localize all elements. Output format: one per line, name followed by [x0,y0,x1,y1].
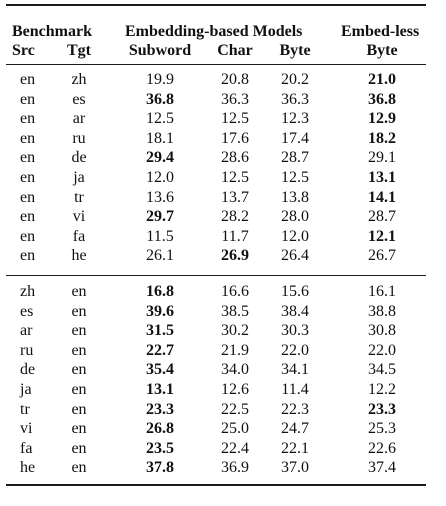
embedless-byte-cell: 22.0 [368,341,396,359]
char-cell: 28.2 [221,208,249,226]
byte-cell: 37.0 [281,459,309,477]
src-cell: ja [20,381,32,398]
tgt-cell: en [71,361,87,379]
byte-cell: 34.1 [281,361,309,379]
subword-cell: 18.1 [146,129,174,147]
char-cell: 13.7 [221,188,249,206]
src-cell: en [20,247,36,265]
byte-cell: 24.7 [281,420,309,438]
byte-cell: 22.3 [281,400,309,418]
byte-cell: 11.4 [281,381,309,398]
header-tgt: Tgt [67,42,91,59]
src-cell: zh [20,283,36,300]
tgt-cell: en [71,459,87,477]
subword-cell: 19.9 [146,71,174,88]
subword-cell: 11.5 [146,227,174,245]
header-byte: Byte [279,42,311,59]
byte-cell: 36.3 [281,90,309,108]
tgt-cell: en [71,302,87,320]
src-cell: en [20,188,36,206]
subword-cell: 23.5 [146,439,174,457]
subword-cell: 29.4 [146,149,174,167]
header-embedding-models: Embedding-based Models [125,23,303,40]
tgt-cell: en [71,341,87,359]
embedless-byte-cell: 16.1 [368,283,396,300]
subword-cell: 23.3 [146,400,174,418]
tgt-cell: ja [73,169,85,186]
subword-cell: 29.7 [146,208,174,226]
src-cell: he [20,459,36,477]
embedless-byte-cell: 36.8 [368,90,396,108]
subword-cell: 13.1 [146,381,174,398]
embedless-byte-cell: 29.1 [368,149,396,167]
tgt-cell: es [72,90,86,108]
src-cell: en [20,71,36,88]
tgt-cell: ru [72,129,86,147]
src-cell: en [20,169,36,186]
tgt-cell: tr [74,188,84,206]
src-cell: vi [20,420,33,438]
embedless-byte-cell: 12.1 [368,227,396,245]
embedless-byte-cell: 34.5 [368,361,396,379]
byte-cell: 15.6 [281,283,309,300]
byte-cell: 22.1 [281,439,309,457]
tgt-cell: en [71,420,87,438]
tgt-cell: zh [71,71,87,88]
subword-cell: 31.5 [146,322,174,340]
subword-cell: 35.4 [146,361,174,379]
src-cell: de [20,361,36,379]
embedless-byte-cell: 25.3 [368,420,396,438]
embedless-byte-cell: 14.1 [368,188,396,206]
byte-cell: 30.3 [281,322,309,340]
group-separator-rule [6,275,426,276]
byte-cell: 12.3 [281,110,309,128]
embedless-byte-cell: 23.3 [368,400,396,418]
header-subword: Subword [128,42,192,59]
subword-cell: 26.8 [146,420,174,438]
src-cell: tr [20,400,30,418]
byte-cell: 22.0 [281,341,309,359]
embedless-byte-cell: 13.1 [368,169,396,186]
src-cell: ru [20,341,34,359]
char-cell: 38.5 [221,302,249,320]
subword-cell: 12.0 [146,169,174,186]
embedless-byte-cell: 37.4 [368,459,396,477]
tgt-cell: ar [72,110,86,128]
embedless-byte-cell: 30.8 [368,322,396,340]
char-cell: 11.7 [221,227,249,245]
embedless-byte-cell: 38.8 [368,302,396,320]
byte-cell: 20.2 [281,71,309,88]
char-cell: 16.6 [221,283,249,300]
src-cell: en [20,129,36,147]
header-char: Char [217,42,253,59]
char-cell: 17.6 [221,129,249,147]
char-cell: 12.5 [221,169,249,186]
src-cell: en [20,227,36,245]
subword-cell: 16.8 [146,283,174,300]
char-cell: 30.2 [221,322,249,340]
src-cell: fa [20,439,33,457]
tgt-cell: en [71,322,87,340]
char-cell: 36.9 [221,459,249,477]
src-cell: en [20,110,36,128]
char-cell: 12.5 [221,110,249,128]
byte-cell: 28.0 [281,208,309,226]
tgt-cell: en [71,439,87,457]
src-cell: es [20,302,34,320]
embedless-byte-cell: 26.7 [368,247,396,265]
tgt-cell: en [71,283,87,300]
tgt-cell: fa [72,227,86,245]
header-benchmark: Benchmark [12,23,92,40]
char-cell: 25.0 [221,420,249,438]
embedless-byte-cell: 12.2 [368,381,396,398]
char-cell: 12.6 [221,381,249,398]
header-embed-less: Embed-less [341,23,420,40]
src-cell: en [20,90,36,108]
char-cell: 34.0 [221,361,249,379]
char-cell: 36.3 [221,90,249,108]
char-cell: 22.5 [221,400,249,418]
tgt-cell: he [71,247,87,265]
subword-cell: 37.8 [146,459,174,477]
byte-cell: 28.7 [281,149,309,167]
subword-cell: 39.6 [146,302,174,320]
tgt-cell: en [71,381,87,398]
embedless-byte-cell: 22.6 [368,439,396,457]
char-cell: 20.8 [221,71,249,88]
subword-cell: 12.5 [146,110,174,128]
embedless-byte-cell: 28.7 [368,208,396,226]
subword-cell: 22.7 [146,341,174,359]
bottom-rule [6,484,426,486]
header-src: Src [12,42,35,59]
byte-cell: 12.5 [281,169,309,186]
embedless-byte-cell: 12.9 [368,110,396,128]
tgt-cell: de [71,149,87,167]
embedless-byte-cell: 18.2 [368,129,396,147]
src-cell: ar [20,322,33,340]
byte-cell: 26.4 [281,247,309,265]
char-cell: 21.9 [221,341,249,359]
char-cell: 22.4 [221,439,249,457]
src-cell: en [20,208,36,226]
tgt-cell: en [71,400,87,418]
tgt-cell: vi [72,208,86,226]
char-cell: 26.9 [221,247,249,265]
char-cell: 28.6 [221,149,249,167]
byte-cell: 17.4 [281,129,309,147]
top-rule [6,4,426,6]
byte-cell: 13.8 [281,188,309,206]
subword-cell: 13.6 [146,188,174,206]
header-rule [6,64,426,65]
byte-cell: 38.4 [281,302,309,320]
subword-cell: 26.1 [146,247,174,265]
byte-cell: 12.0 [281,227,309,245]
header-embed-less-byte: Byte [366,42,398,59]
src-cell: en [20,149,36,167]
subword-cell: 36.8 [146,90,174,108]
embedless-byte-cell: 21.0 [368,71,396,88]
